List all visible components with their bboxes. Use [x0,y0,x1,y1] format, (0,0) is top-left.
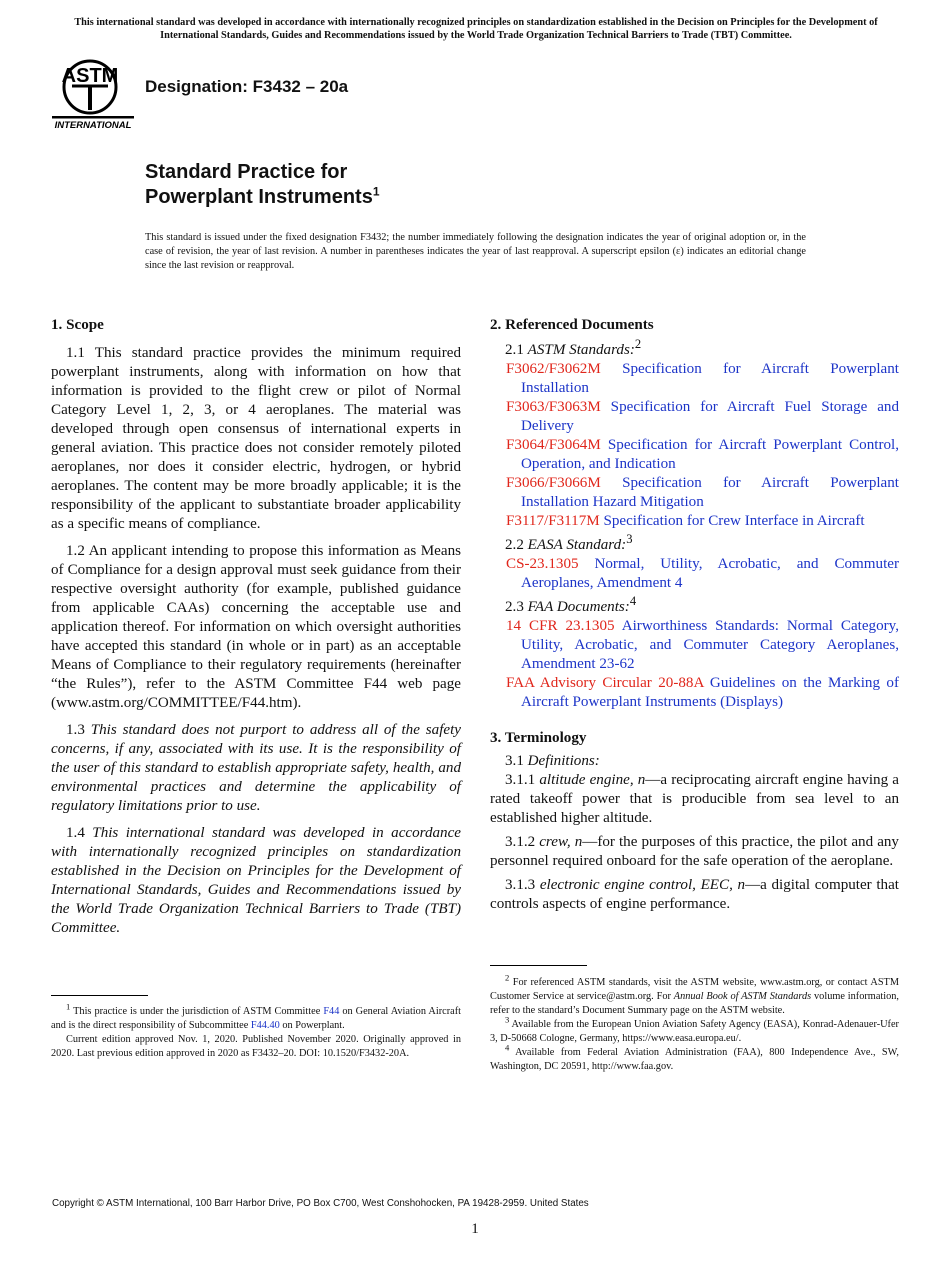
f44-40-link[interactable]: F44.40 [250,1020,280,1031]
ref-item[interactable]: F3062/F3062M Specification for Aircraft Powerplant Installation [506,361,899,396]
ref-item[interactable]: 14 CFR 23.1305 Airworthiness Standards: Normal Category, Utility, Acrobatic, and Commuter Category Aeroplanes, Amendment 23-62 [506,618,899,672]
definition-3-1-3: 3.1.3 electronic engine control, EEC, n—a digital computer that controls aspects of engine performance. [490,877,899,912]
logo-word: INTERNATIONAL [54,120,132,131]
astm-standards-label: 2.1 ASTM Standards:$^2$ [505,336,642,358]
definition-3-1-2: 3.1.2 crew, n—for the purposes of this practice, the pilot and any personnel required onboard for the safe operation of the aeroplane. [490,834,899,869]
logo-letters: ASTM [61,65,119,87]
easa-standard-label: 2.2 EASA Standard:$^3$ [505,531,633,553]
footnote-2: $^2$ For referenced ASTM standards, visit the ASTM website, www.astm.org, or contact ASTM Customer Service at service@astm.org. For Annual Book of ASTM Standards volume information, refer to the standard’s Document Summary page on the ASTM website. [490,972,900,1016]
ref-item[interactable]: F3063/F3063M Specification for Aircraft Fuel Storage and Delivery [506,399,899,434]
ref-item[interactable]: FAA Advisory Circular 20-88A Guidelines on the Marking of Aircraft Powerplant Instruments (Displays) [506,675,899,710]
ref-item[interactable]: F3117/F3117M Specification for Crew Interface in Aircraft [506,513,865,529]
para-1-3: 1.3 This standard does not purport to address all of the safety concerns, if any, associated with its use. It is the responsibility of the user of this standard to establish appropriate safety, health, and environmental practices and determine the applicability of regulatory limitations prior to use. [51,722,461,814]
section-1-heading: 1. Scope [51,317,104,333]
footnote-3: $^3$ Available from the European Union Aviation Safety Agency (EASA), Konrad-Adenauer-Ufer 3, D-50668 Cologne, Germany, https://www.easa.europa.eu/. [490,1014,899,1044]
footnote-divider-right [490,965,587,966]
astm-logo [52,56,134,132]
top-note: This international standard was developed in accordance with internationally recognized principles on standardization established in the Decision on Principles for the Development of International Standards, Guides and Recommendations issued by the World Trade Organization Technical Barriers to Trade (TBT) Committee. [74,17,878,41]
para-1-2: 1.2 An applicant intending to propose this information as Means of Compliance for a design approval must seek guidance from their respective oversight authority (for example, published guidance from applicable CAAs) concerning the acceptable use and application thereof. For information on which oversight authorities have accepted this standard (in whole or in part) as an acceptable Means of Compliance to their regulatory requirements (hereinafter “the Rules”), refer to the ASTM Committee F44 web page (www.astm.org/COMMITTEE/F44.htm). [51,543,461,711]
f44-link[interactable]: F44 [323,1006,340,1017]
ref-item[interactable]: F3064/F3064M Specification for Aircraft Powerplant Control, Operation, and Indication [506,437,900,472]
title-line-1: Standard Practice for [145,161,348,183]
definition-3-1-1: 3.1.1 altitude engine, n—a reciprocating aircraft engine having a rated takeoff power that is producible from sea level to an established higher altitude. [490,772,899,826]
page-title [145,160,380,210]
footnote-divider-left [51,995,148,996]
definitions-label: 3.1 Definitions: [505,753,600,769]
page-number: 1 [471,1221,479,1237]
left-column [51,316,461,938]
ref-item[interactable]: CS-23.1305 Normal, Utility, Acrobatic, and Commuter Aeroplanes, Amendment 4 [506,556,900,591]
designation: Designation: F3432 – 20a [145,77,349,96]
footnotes-right [490,972,900,1074]
edition-note: Current edition approved Nov. 1, 2020. Published November 2020. Originally approved in 2020. Last previous edition approved in 2020 as F3432–20. DOI: 10.1520/F3432-20A. [51,1034,461,1059]
footnote-4: $^4$ Available from Federal Aviation Administration (FAA), 800 Independence Ave., SW, Washington, DC 20591, http://www.faa.gov. [490,1042,899,1072]
footnote-1: $^1$ This practice is under the jurisdiction of ASTM Committee F44 on General Aviation Aircraft and is the direct responsibility of Subcommittee F44.40 on Powerplant. Current edition approved Nov. 1, 2020. Published November 2020. Originally approved in 2020. Last previous edition approved in 2020 as F3432–20. DOI: 10.1520/F3432-20A. [51,1001,461,1059]
copyright: Copyright © ASTM International, 100 Barr Harbor Drive, PO Box C700, West Conshohocken, PA 19428-2959. United States [52,1198,589,1209]
faa-documents-label: 2.3 FAA Documents:$^4$ [505,593,637,615]
section-3-heading: 3. Terminology [490,730,587,746]
para-1-4: 1.4 This international standard was developed in accordance with internationally recognized principles on standardization established in the Decision on Principles for the Development of International Standards, Guides and Recommendations issued by the World Trade Organization Technical Barriers to Trade (TBT) Committee. [51,825,461,936]
section-2-heading: 2. Referenced Documents [490,317,654,333]
issued-note: This standard is issued under the fixed designation F3432; the number immediately following the designation indicates the year of original adoption or, in the case of revision, the year of last revision. A number in parentheses indicates the year of last reapproval. A superscript epsilon (ε) indicates an editorial change since the last revision or reapproval. [145,232,806,271]
right-column [490,316,899,914]
title-footnote-ref[interactable]: 1 [372,184,380,199]
para-1-1: 1.1 This standard practice provides the minimum required powerplant instruments, along with information on how that information is provided to the flight crew or pilot of Normal Category Level 1, 2, 3, or 4 aeroplanes. The material was developed through open consensus of international experts in general aviation. This practice does not consider remotely piloted aeroplanes, nor does it consider electric, hydrogen, or hybrid aeroplanes. The content may be more broadly applicable; it is the responsibility of the applicant to substantiate broader applicability as a specific means of compliance. [51,345,461,532]
ref-item[interactable]: F3066/F3066M Specification for Aircraft Powerplant Installation Hazard Mitigation [506,475,899,510]
astm-logo-icon [52,56,134,132]
title-line-2: Powerplant Instruments$^1$ [145,184,380,208]
